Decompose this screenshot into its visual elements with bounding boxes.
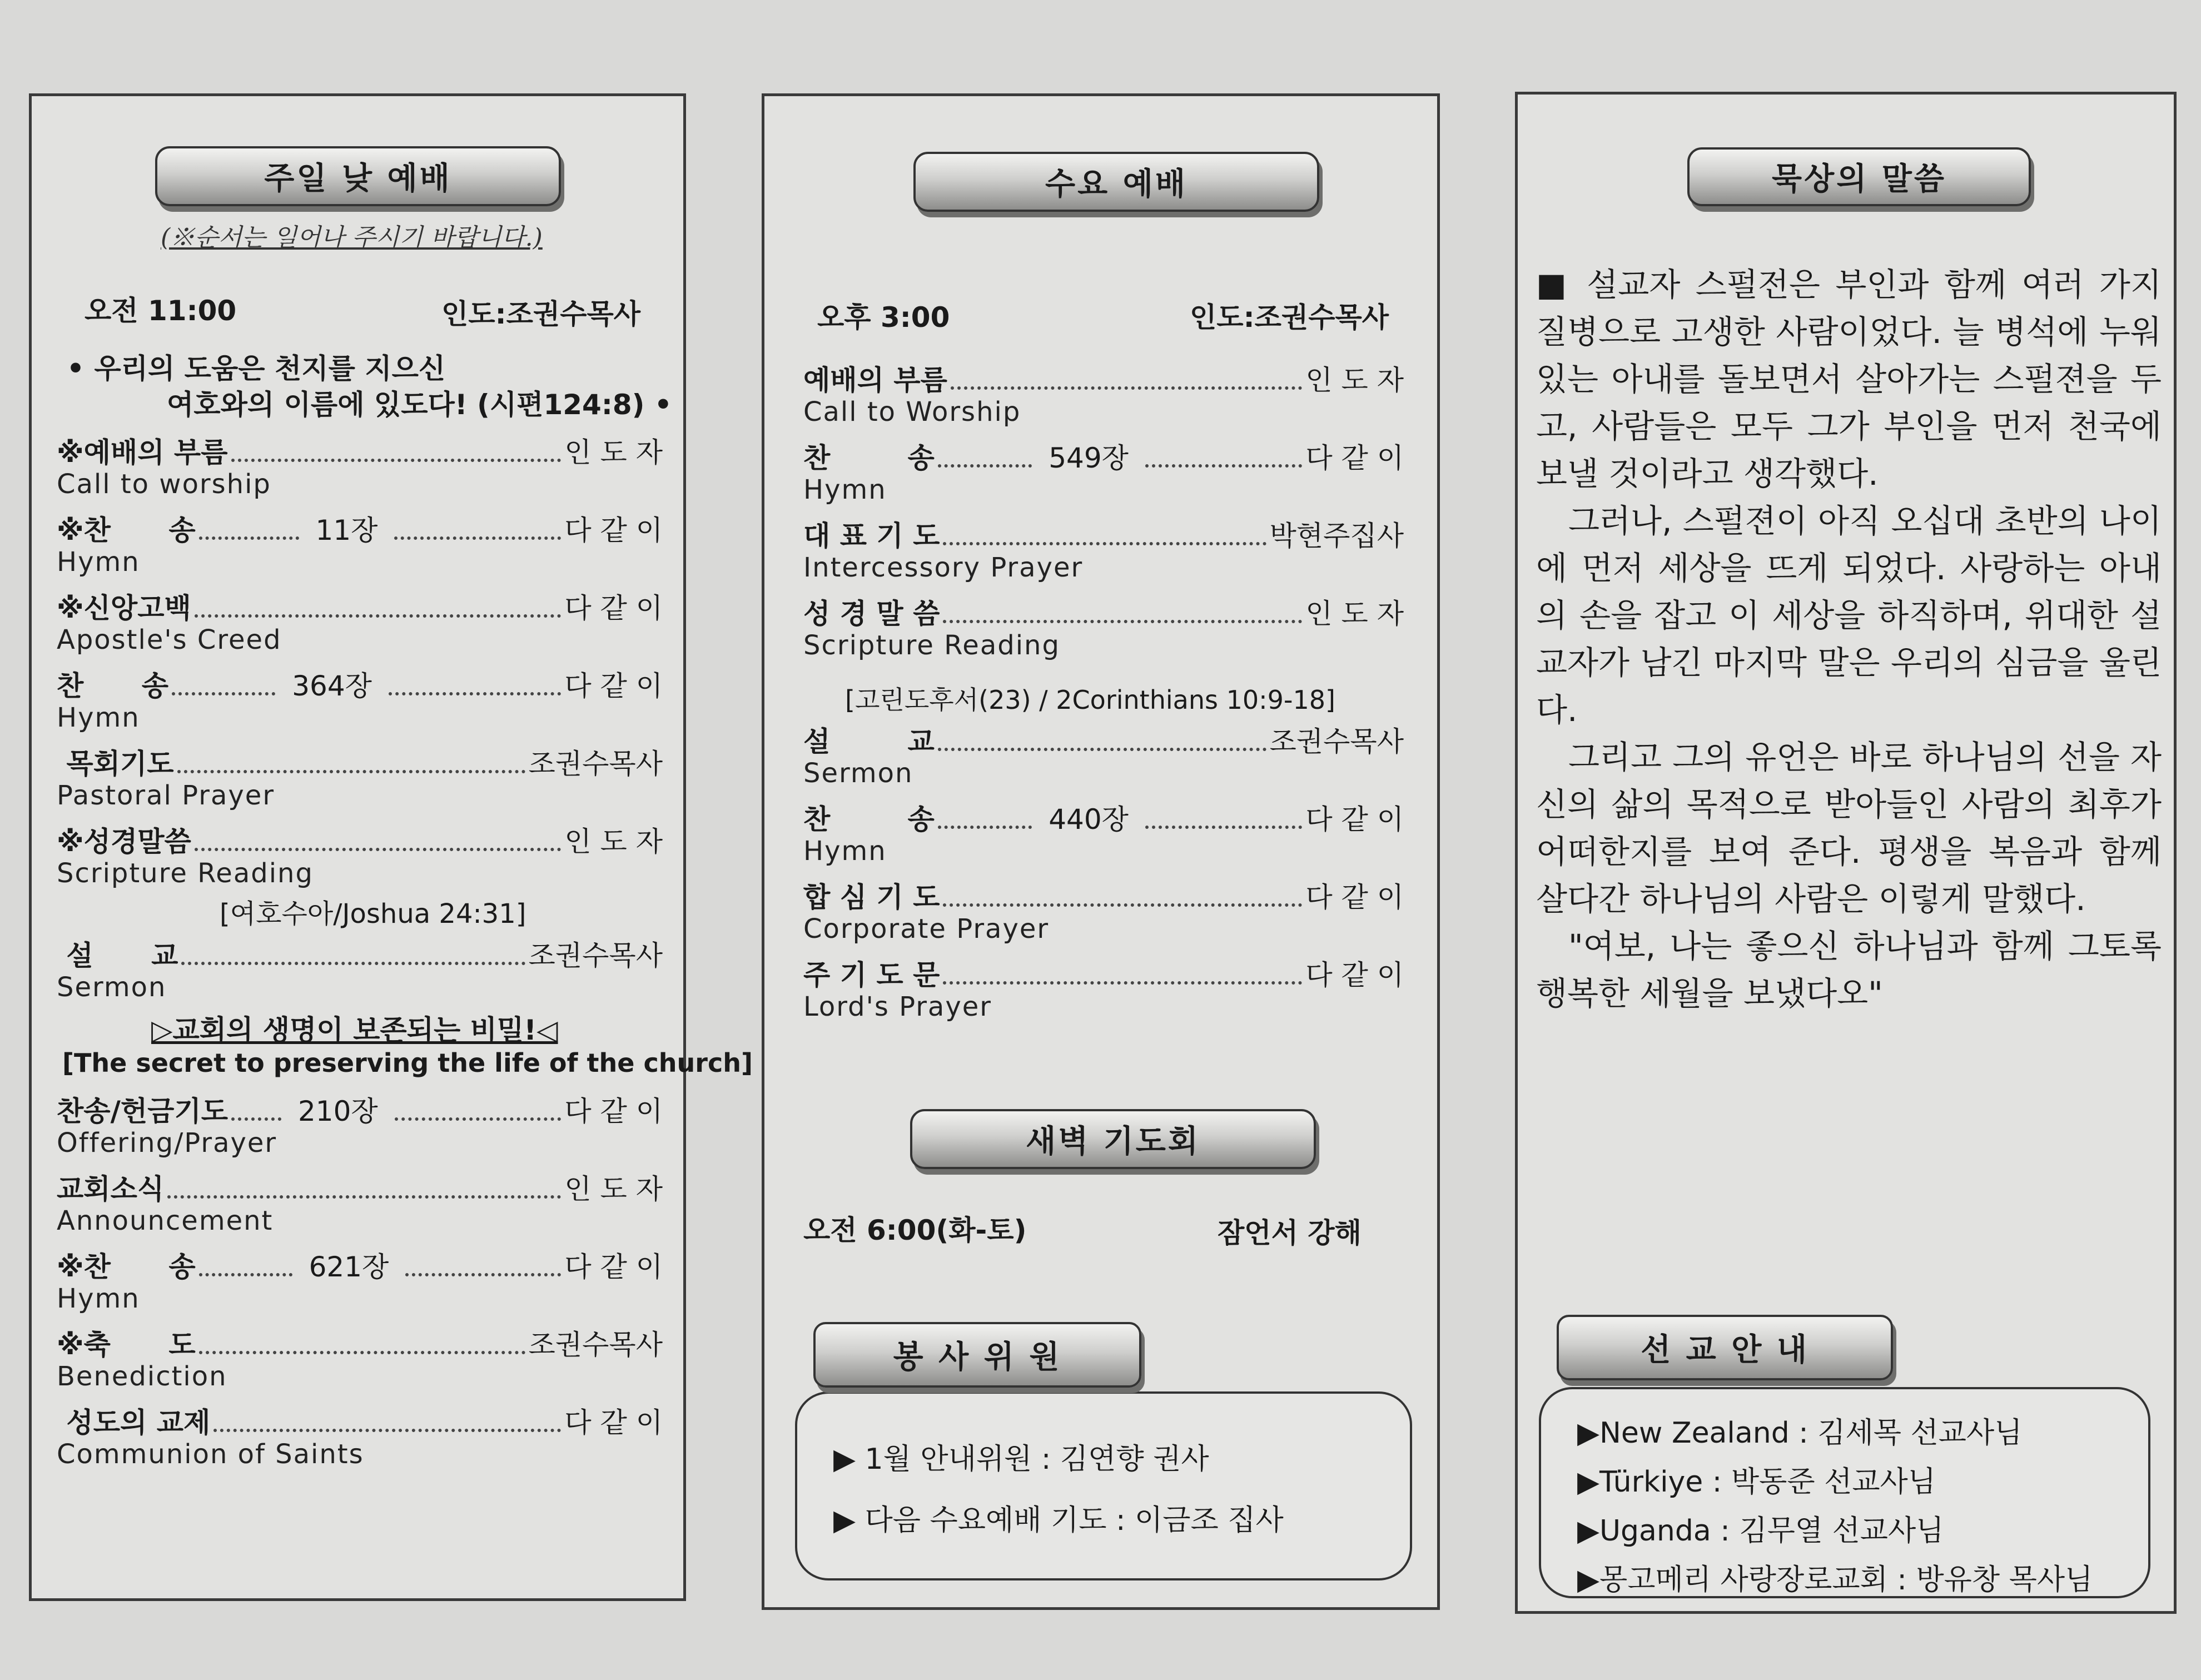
mission-item: ▶New Zealand : 김세목 선교사님	[1577, 1416, 2023, 1450]
wednesday-service-panel	[762, 93, 1440, 1610]
mission-box	[1539, 1387, 2150, 1598]
order-item: 목회기도 조권수목사 Pastoral Prayer	[57, 748, 663, 811]
sunday-service-title: 주일 낮 예배	[155, 146, 561, 206]
service-leader: 인도:조권수목사	[1190, 301, 1389, 334]
volunteer-item: ▶ 1월 안내위원 : 김연향 권사	[833, 1443, 1209, 1476]
order-item: 주 기 도 문 다 같 이 Lord's Prayer	[803, 959, 1404, 1022]
order-item: 설 교 조권수목사 Sermon	[803, 725, 1404, 789]
mission-item: ▶몽고메리 사랑장로교회 : 방유창 목사님	[1577, 1563, 2093, 1597]
order-item: 예배의 부름 인 도 자 Call to Worship	[803, 364, 1404, 428]
volunteer-box	[795, 1391, 1412, 1580]
service-time: 오전 11:00	[85, 295, 237, 327]
order-item: ※축 도 조권수목사 Benediction	[57, 1329, 663, 1392]
order-item: ※예배의 부름 인 도 자 Call to worship	[57, 436, 663, 500]
sunday-service-panel	[29, 93, 753, 1601]
meditation-paragraph: ■ 설교자 스펄전은 부인과 함께 여러 가지 질병으로 고생한 사람이었다. 늘 병석에 누워 있는 아내를 돌보면서 살아가는 스펄젼을 두고, 사람들은 모두 그가 부인을 먼저 천국에 보낼 것이라고 생각했다.	[1536, 266, 2162, 493]
volunteer-item: ▶ 다음 수요예배 기도 : 이금조 집사	[833, 1504, 1284, 1537]
dawn-prayer-text: 잠언서 강해	[1218, 1217, 1362, 1249]
service-leader: 인도:조권수목사	[441, 298, 641, 330]
order-item: ※성경말씀 인 도 자 Scripture Reading	[57, 826, 663, 889]
scripture-reference: [여호수아/Joshua 24:31]	[220, 898, 526, 930]
order-item: 대 표 기 도 박현주집사 Intercessory Prayer	[803, 520, 1404, 583]
sermon-title: ▷교회의 생명이 보존되는 비밀!◁	[151, 1014, 558, 1046]
meditation-paragraph: 그러나, 스펄젼이 아직 오십대 초반의 나이에 먼저 세상을 뜨게 되었다. 사랑하는 아내의 손을 잡고 이 세상을 하직하며, 위대한 설교자가 남긴 마지막 말은 우리의 심금을 울린다.	[1536, 502, 2162, 729]
volunteer-title: 봉 사 위 원	[813, 1322, 1141, 1388]
verse-line-1: • 우리의 도움은 천지를 지으신	[67, 352, 446, 385]
scripture-reference: [고린도후서(23) / 2Corinthians 10:9-18]	[845, 685, 1335, 715]
service-time: 오후 3:00	[817, 301, 950, 334]
order-item: ※찬 송 11장 다 같 이 Hymn	[57, 514, 663, 578]
standing-note: (※순서는 일어나 주시기 바랍니다.)	[161, 223, 543, 252]
order-item: 성 경 말 씀 인 도 자 Scripture Reading	[803, 598, 1404, 661]
mission-title: 선 교 안 내	[1557, 1315, 1893, 1380]
order-item: 찬 송 440장 다 같 이 Hymn	[803, 803, 1404, 867]
order-item: 찬송/헌금기도 210장 다 같 이 Offering/Prayer	[57, 1095, 663, 1159]
order-item: 합 심 기 도 다 같 이 Corporate Prayer	[803, 881, 1404, 945]
meditation-panel	[1515, 92, 2177, 1614]
order-item: 성도의 교제 다 같 이 Communion of Saints	[57, 1406, 663, 1470]
meditation-text	[1536, 261, 2162, 1017]
order-item: 설 교 조권수목사 Sermon	[57, 940, 663, 1003]
meditation-paragraph: 그리고 그의 유언은 바로 하나님의 선을 자신의 삶의 목적으로 받아들인 사람의 최후가 어떠한지를 보여 준다. 평생을 복음과 함께 살다간 하나님의 사람은 이렇게 말했다.	[1536, 738, 2162, 918]
mission-item: ▶Türkiye : 박동준 선교사님	[1577, 1465, 1936, 1499]
dawn-prayer-time: 오전 6:00(화-토)	[803, 1214, 1027, 1246]
wednesday-service-title: 수요 예배	[913, 152, 1319, 212]
order-item: 교회소식 인 도 자 Announcement	[57, 1173, 663, 1236]
mission-item: ▶Uganda : 김무열 선교사님	[1577, 1514, 1944, 1548]
sermon-title-english: [The secret to preserving the life of the church]	[62, 1048, 753, 1078]
meditation-title: 묵상의 말씀	[1687, 147, 2031, 206]
order-item: ※찬 송 621장 다 같 이 Hymn	[57, 1251, 663, 1314]
verse-line-2: 여호와의 이름에 있도다! (시편124:8) •	[167, 389, 672, 421]
order-item: 찬 송 364장 다 같 이 Hymn	[57, 670, 663, 733]
meditation-paragraph: "여보, 나는 좋으신 하나님과 함께 그토록 행복한 세월을 보냈다오"	[1536, 927, 2162, 1012]
order-item: ※신앙고백 다 같 이 Apostle's Creed	[57, 592, 663, 655]
dawn-prayer-title: 새벽 기도회	[910, 1109, 1316, 1169]
order-item: 찬 송 549장 다 같 이 Hymn	[803, 442, 1404, 505]
